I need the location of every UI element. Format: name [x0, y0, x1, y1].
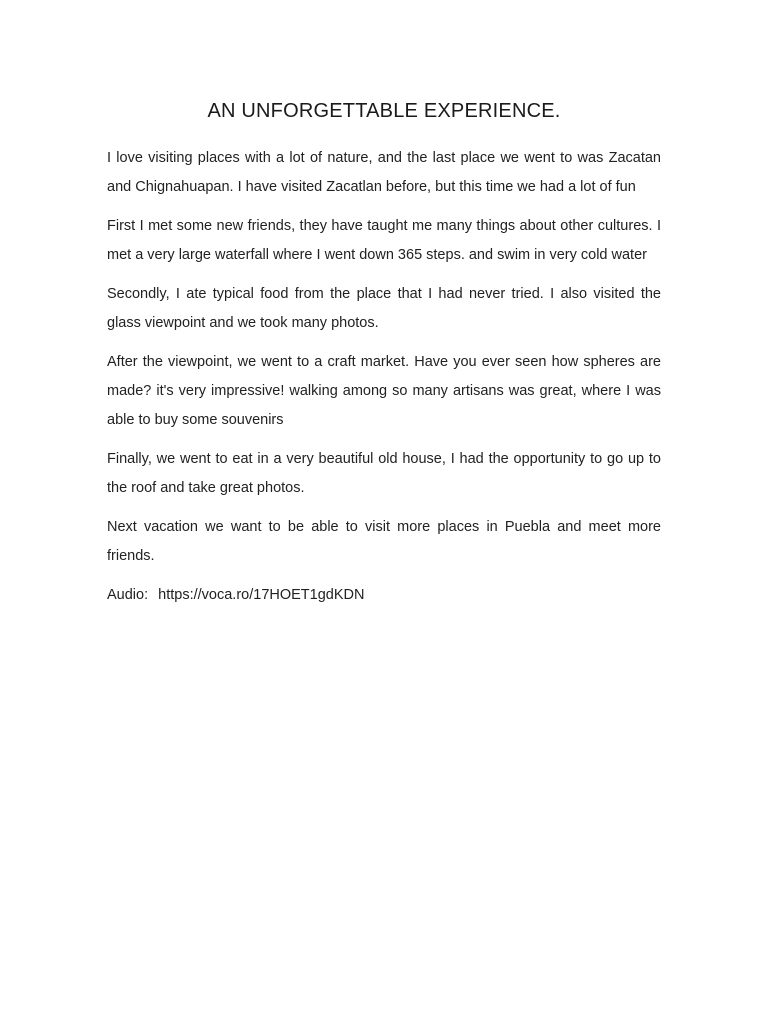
paragraph-intro: I love visiting places with a lot of nature, and the last place we went to was Zacatan and Chignahuapan. I have visited Zacatlan before, but this time we had a lot of fun: [107, 150, 661, 195]
paragraph-market: After the viewpoint, we went to a craft market. Have you ever seen how spheres are made? it's very impressive! walking among so many artisans was great, where I was able to buy some souvenirs: [107, 354, 661, 428]
document-page: [107, 96, 661, 610]
paragraph-next-vacation: Next vacation we want to be able to visit more places in Puebla and meet more friends.: [107, 519, 661, 564]
audio-label: Audio:: [107, 587, 149, 603]
paragraph-old-house: Finally, we went to eat in a very beautiful old house, I had the opportunity to go up to the roof and take great photos.: [107, 451, 661, 496]
audio-line: [107, 581, 661, 610]
audio-link[interactable]: https://voca.ro/17HOET1gdKDN: [158, 587, 365, 603]
paragraph-food: Secondly, I ate typical food from the place that I had never tried. I also visited the glass viewpoint and we took many photos.: [107, 286, 661, 331]
document-title: AN UNFORGETTABLE EXPERIENCE.: [207, 100, 561, 122]
paragraph-friends: First I met some new friends, they have taught me many things about other cultures. I met a very large waterfall where I went down 365 steps. and swim in very cold water: [107, 218, 661, 263]
